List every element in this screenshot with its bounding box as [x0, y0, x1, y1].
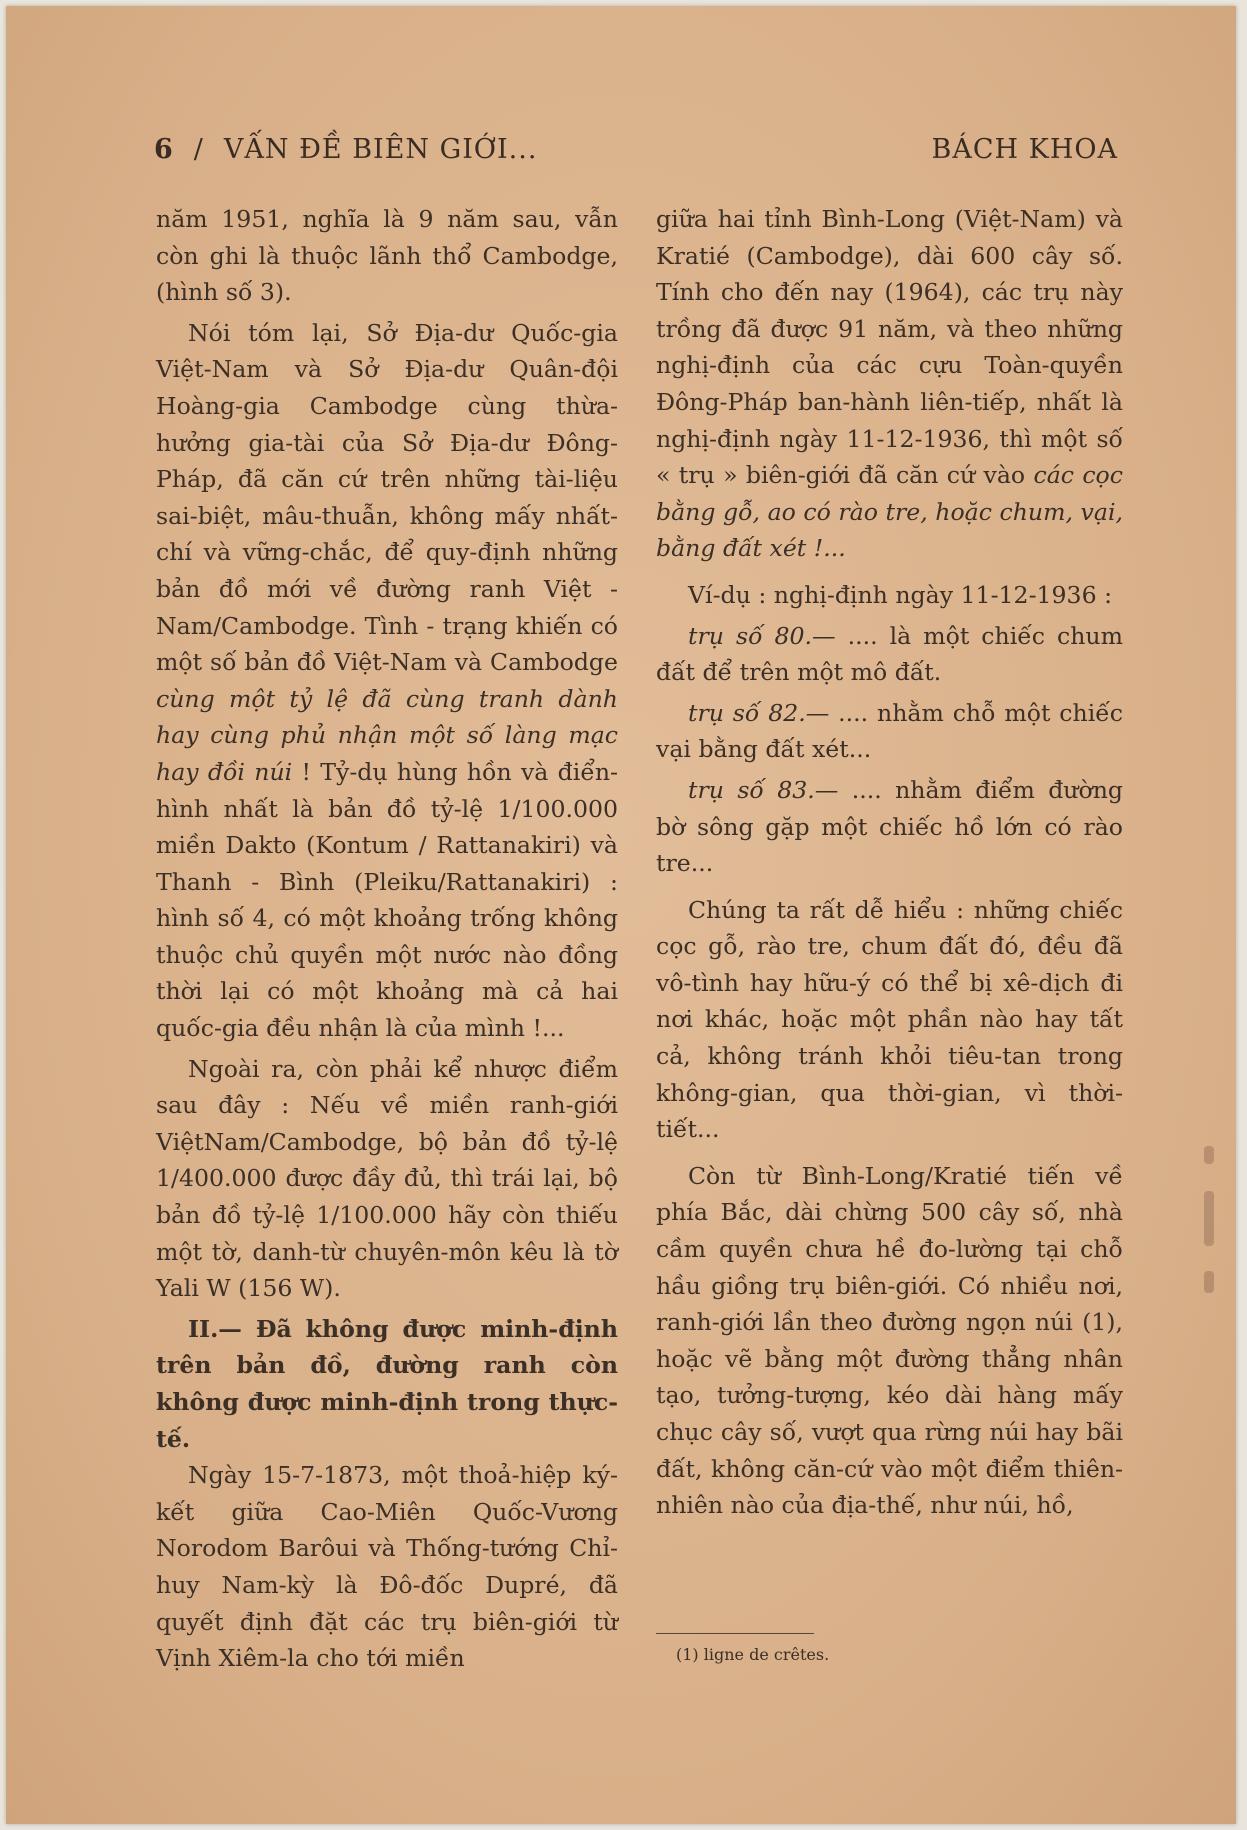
article-title: VẤN ĐỀ BIÊN GIỚI...: [223, 134, 538, 165]
left-column: [156, 201, 618, 1677]
paragraph-text: ! Tỷ-dụ hùng hồn và điển-hình nhất là bản đồ tỷ-lệ 1/100.000 miền Dakto (Kontum / Rattanakiri) và Thanh - Bình (Pleiku/Rattanakiri) : hình số 4, có một khoảng trống không thuộc chủ quyền một nước nào đồng thời lại có một khoảng mà cả hai quốc-gia đều nhận là của mình !...: [156, 757, 618, 1043]
paragraph-text: .... nhằm điểm đường bờ sông gặp một chiếc hồ lớn có rào tre...: [656, 775, 1123, 878]
paragraph: Còn từ Bình-Long/Kratié tiến về phía Bắc, dài chừng 500 cây số, nhà cầm quyền chưa hề đo-lường tại chỗ hầu giồng trụ biên-giới. Có nhiều nơi, ranh-giới lần theo đường ngọn núi (1), hoặc vẽ bằng một đường thẳng nhân tạo, tưởng-tượng, kéo dài hàng mấy chục cây số, vượt qua rừng núi hay bãi đất, không căn-cứ vào một điểm thiên-nhiên nào của địa-thế, như núi, hồ,: [656, 1161, 1123, 1520]
paragraph: Ngoài ra, còn phải kể nhược điểm sau đây : Nếu về miền ranh-giới ViệtNam/Cambodge, bộ bản đồ tỷ-lệ 1/400.000 được đầy đủ, thì trái lại, bộ bản đồ tỷ-lệ 1/100.000 hãy còn thiếu một tờ, danh-từ chuyên-môn kêu là tờ Yali W (156 W).: [156, 1054, 618, 1303]
page-edge-mark: [1204, 1146, 1214, 1164]
paragraph: [656, 618, 1123, 691]
right-column: [656, 201, 1123, 1524]
paragraph-text: .... nhằm chỗ một chiếc vại bằng đất xét...: [656, 698, 1123, 764]
paragraph: [156, 315, 618, 1047]
paragraph-text: .... là một chiếc chum đất để trên một mô đất.: [656, 621, 1123, 687]
page-edge-mark: [1204, 1191, 1214, 1246]
header-left: [154, 134, 537, 165]
paragraph: năm 1951, nghĩa là 9 năm sau, vẫn còn ghi là thuộc lãnh thổ Cambodge, (hình số 3).: [156, 205, 618, 307]
magazine-name: BÁCH KHOA: [931, 134, 1118, 165]
page-edge-mark: [1204, 1271, 1214, 1293]
footnote-rule: [656, 1633, 814, 1634]
paragraph: [656, 695, 1123, 768]
paragraph: Ngày 15-7-1873, một thoả-hiệp ký-kết giữa Cao-Miên Quốc-Vương Norodom Barôui và Thống-tướng Chỉ-huy Nam-kỳ là Đô-đốc Dupré, đã quyết định đặt các trụ biên-giới từ Vịnh Xiêm-la cho tới miền: [156, 1461, 618, 1673]
scanned-page: [6, 6, 1236, 1824]
pillar-label: trụ số 82.—: [688, 698, 830, 727]
paragraph: [656, 201, 1123, 567]
footnote: (1) ligne de crêtes.: [676, 1645, 830, 1664]
page-number: 6: [154, 134, 174, 165]
header-separator: /: [193, 134, 204, 165]
paragraph-text: giữa hai tỉnh Bình-Long (Việt-Nam) và Kratié (Cambodge), dài 600 cây số. Tính cho đến nay (1964), các trụ này trồng đã được 91 năm, và theo những nghị-định của các cựu Toàn-quyền Đông-Pháp ban-hành liên-tiếp, nhất là nghị-định ngày 11-12-1936, thì một số « trụ » biên-giới đã căn cứ vào: [656, 205, 1123, 490]
running-header: [154, 134, 1118, 174]
paragraph-text: Nói tóm lại, Sở Địa-dư Quốc-gia Việt-Nam và Sở Địa-dư Quân-đội Hoàng-gia Cambodge cùng thừa-hưởng gia-tài của Sở Địa-dư Đông-Pháp, đã căn cứ trên những tài-liệu sai-biệt, mâu-thuẫn, không mấy nhất-chí và vững-chắc, để quy-định những bản đồ mới về đường ranh Việt - Nam/Cambodge. Tình - trạng khiến có một số bản đồ Việt-Nam và Cambodge: [156, 318, 618, 677]
paragraph-italic: cùng một tỷ lệ đã cùng tranh dành hay cùng phủ nhận một số làng mạc hay đồi núi: [156, 684, 618, 786]
paragraph: Chúng ta rất dễ hiểu : những chiếc cọc gỗ, rào tre, chum đất đó, đều đã vô-tình hay hữu-ý có thể bị xê-dịch đi nơi khác, hoặc một phần nào hay tất cả, không tránh khỏi tiêu-tan trong không-gian, qua thời-gian, vì thời-tiết...: [656, 895, 1123, 1144]
paragraph: Ví-dụ : nghị-định ngày 11-12-1936 :: [688, 580, 1113, 609]
section-heading: II.— Đã không được minh-định trên bản đồ, đường ranh còn không được minh-định trong thực-tế.: [156, 1314, 618, 1453]
paragraph: [656, 772, 1123, 882]
pillar-label: trụ số 83.—: [688, 775, 839, 804]
paragraph-italic: các cọc bằng gỗ, ao có rào tre, hoặc chum, vại, bằng đất xét !...: [656, 461, 1123, 563]
pillar-label: trụ số 80.—: [688, 621, 836, 650]
